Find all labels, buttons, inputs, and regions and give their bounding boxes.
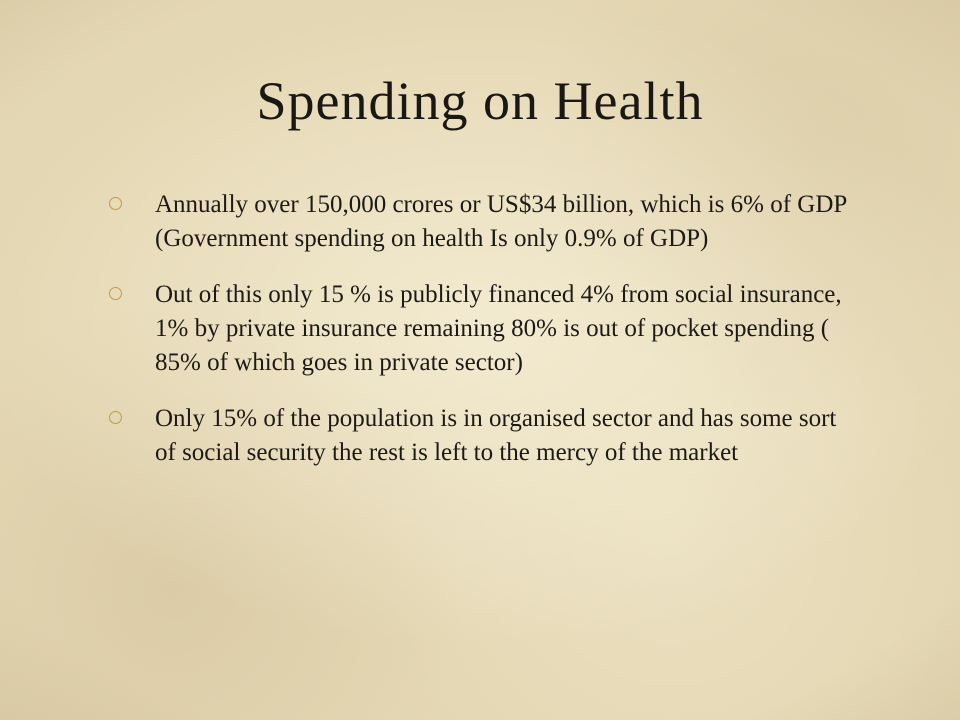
bullet-text: Annually over 150,000 crores or US$34 billion, which is 6% of GDP (Government spending on health Is only 0.9% of GDP) — [155, 191, 847, 252]
bullet-item — [107, 188, 847, 256]
circle-bullet-icon — [109, 287, 122, 300]
circle-bullet-icon — [109, 411, 122, 424]
bullet-list — [107, 188, 847, 492]
circle-bullet-icon — [109, 197, 122, 210]
bullet-text: Only 15% of the population is in organised sector and has some sort of social security the rest is left to the mercy of the market — [155, 405, 837, 466]
bullet-item — [107, 278, 847, 380]
bullet-item — [107, 402, 847, 470]
bullet-text: Out of this only 15 % is publicly financed 4% from social insurance, 1% by private insurance remaining 80% is out of pocket spending ( 85% of which goes in private sector) — [155, 281, 842, 376]
slide-title: Spending on Health — [256, 71, 704, 131]
